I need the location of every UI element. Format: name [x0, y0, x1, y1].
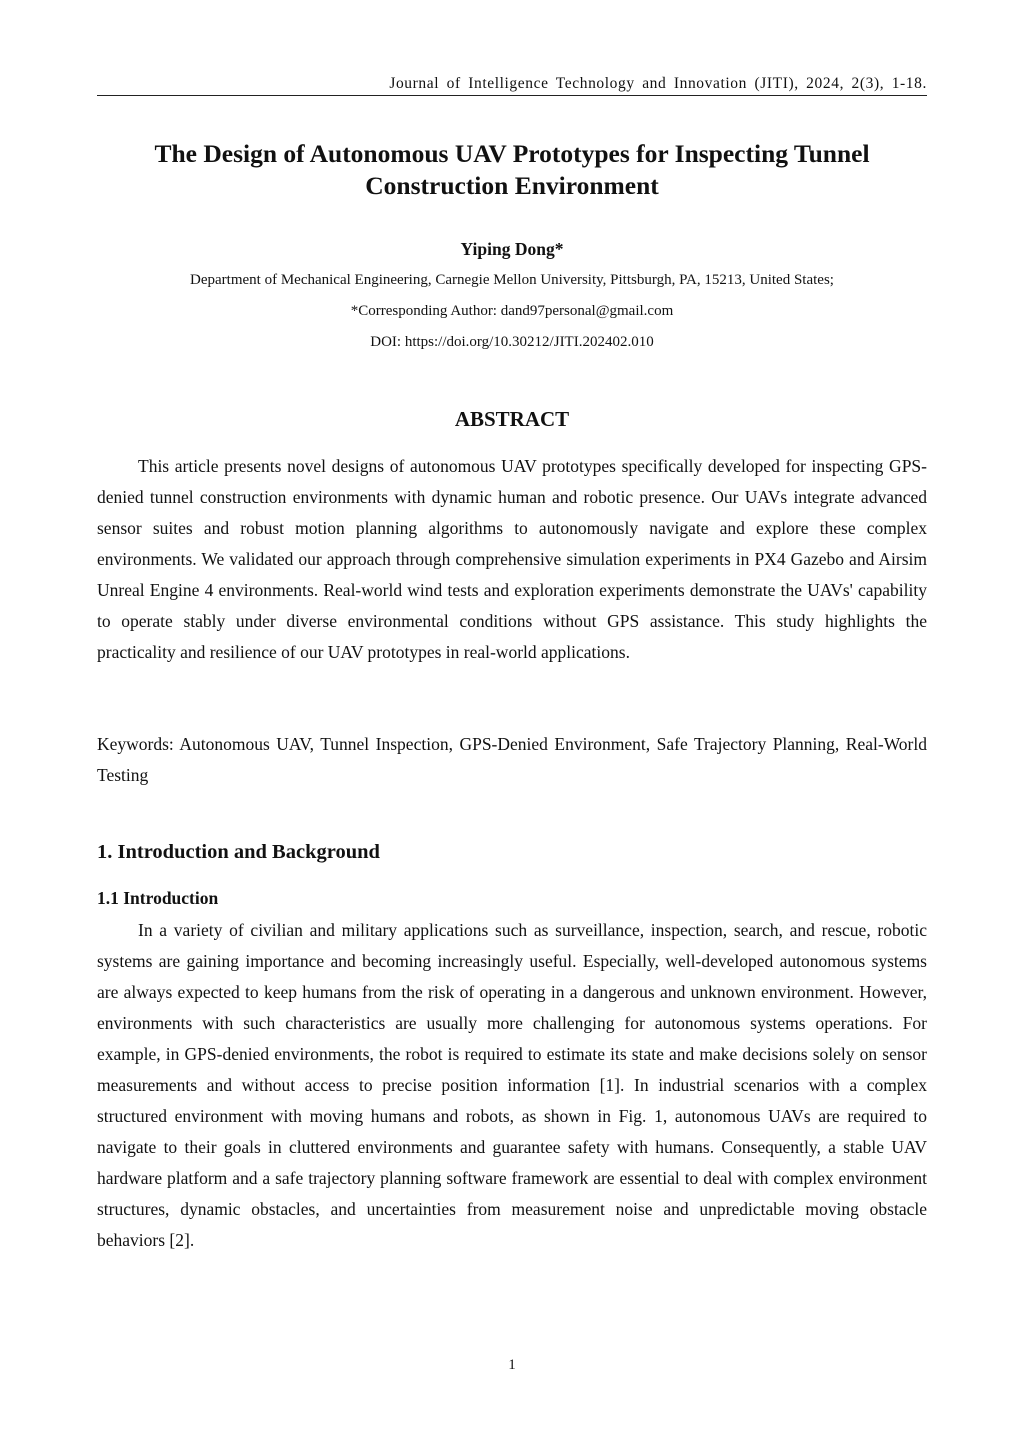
abstract-text: This article presents novel designs of autonomous UAV prototypes specifically developed for inspecting GPS-denied tunnel construction environments with dynamic human and robotic presence. Our UAVs integrate advanced sensor suites and robust motion planning algorithms to autonomously navigate and explore these complex environments. We validated our approach through comprehensive simulation experiments in PX4 Gazebo and Airsim Unreal Engine 4 environments. Real-world wind tests and exploration experiments demonstrate the UAVs' capability to operate stably under diverse environmental conditions without GPS assistance. This study highlights the practicality and resilience of our UAV prototypes in real-world applications. [97, 456, 927, 662]
corresponding-author: *Corresponding Author: dand97personal@gmail.com [350, 303, 674, 319]
title-line-2: Construction Environment [365, 171, 659, 200]
paper-title [97, 138, 927, 202]
subsection-heading: 1.1 Introduction [97, 888, 219, 908]
author-affiliation: Department of Mechanical Engineering, Carnegie Mellon University, Pittsburgh, PA, 15213, United States; [190, 272, 834, 288]
page-number: 1 [508, 1357, 516, 1373]
running-header: Journal of Intelligence Technology and Innovation (JITI), 2024, 2(3), 1-18. [97, 74, 927, 96]
title-line-1: The Design of Autonomous UAV Prototypes for Inspecting Tunnel [154, 139, 870, 168]
author-name: Yiping Dong* [460, 239, 564, 259]
paper-page [97, 0, 927, 1448]
keywords: Keywords: Autonomous UAV, Tunnel Inspection, GPS-Denied Environment, Safe Trajectory Planning, Real-World Testing [97, 734, 927, 785]
section-heading: 1. Introduction and Background [97, 841, 380, 863]
doi-line: DOI: https://doi.org/10.30212/JITI.202402.010 [370, 334, 654, 350]
introduction-text: In a variety of civilian and military applications such as surveillance, inspection, search, and rescue, robotic systems are gaining importance and becoming increasingly useful. Especially, well-developed autonomous systems are always expected to keep humans from the risk of operating in a dangerous and unknown environment. However, environments with such characteristics are usually more challenging for autonomous systems operations. For example, in GPS-denied environments, the robot is required to estimate its state and make decisions solely on sensor measurements and without access to precise position information [1]. In industrial scenarios with a complex structured environment with moving humans and robots, as shown in Fig. 1, autonomous UAVs are required to navigate to their goals in cluttered environments and guarantee safety with humans. Consequently, a stable UAV hardware platform and a safe trajectory planning software framework are essential to deal with complex environment structures, dynamic obstacles, and uncertainties from measurement noise and unpredictable moving obstacle behaviors [2]. [97, 920, 927, 1250]
abstract-heading: ABSTRACT [454, 407, 570, 431]
